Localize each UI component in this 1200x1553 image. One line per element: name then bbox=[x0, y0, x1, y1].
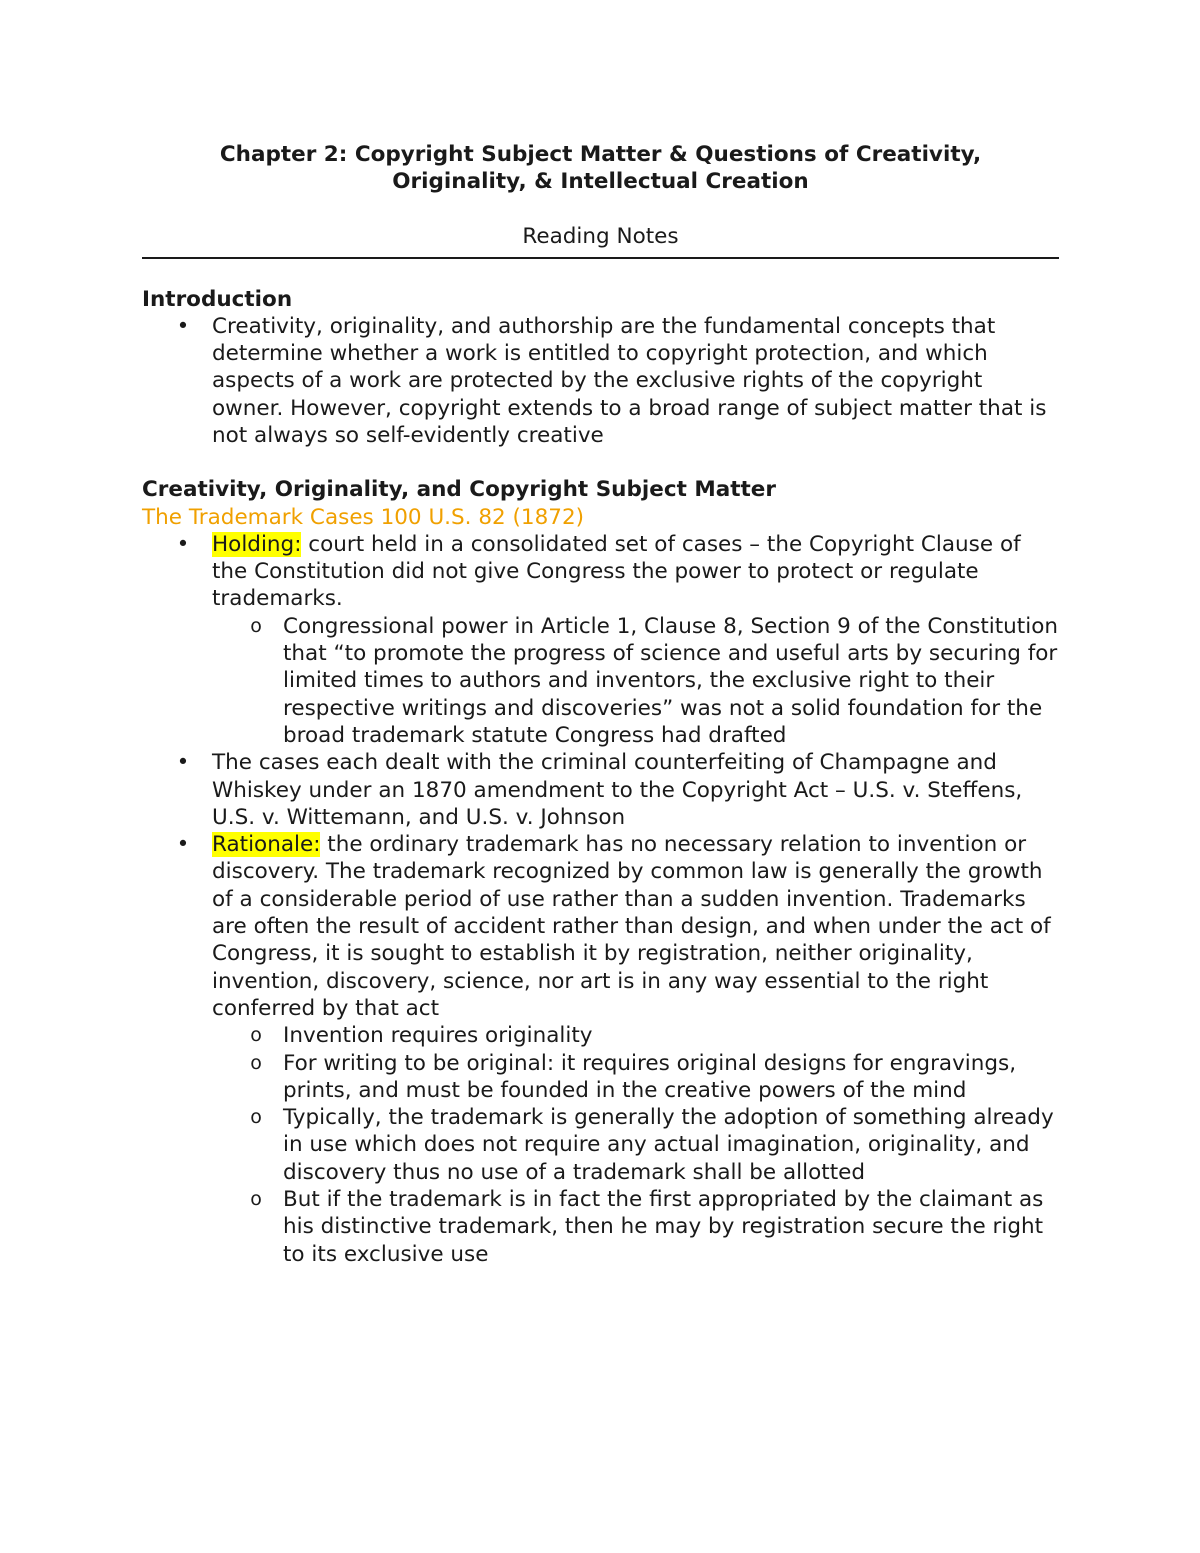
bullet-icon: • bbox=[176, 313, 190, 339]
holding-label: Holding: bbox=[212, 531, 302, 557]
list-item bbox=[212, 1104, 1059, 1186]
sub-bullet-icon: o bbox=[250, 1024, 262, 1047]
list-item bbox=[142, 831, 1059, 1268]
rationale-sub-text: Invention requires originality bbox=[283, 1023, 593, 1049]
rationale-sub-text: For writing to be original: it requires original designs for engravings, prints, and must be founded in the creative powers of the mind bbox=[283, 1050, 1017, 1103]
list-item bbox=[212, 1022, 1059, 1049]
bullet-icon: • bbox=[176, 832, 190, 858]
rationale-text: the ordinary trademark has no necessary relation to invention or discovery. The trademark recognized by common law is generally the growth of a considerable period of use rather than a sudden invention. Trademarks are often the result of accident rather than design, and when under the act of Congress, it is sought to establish it by registration, neither originality, invention, discovery, science, nor art is in any way essential to the right conferred by that act bbox=[212, 832, 1051, 1021]
sub-bullet-icon: o bbox=[250, 614, 262, 637]
sub-bullet-icon: o bbox=[250, 1051, 262, 1074]
section-heading-introduction: Introduction bbox=[142, 286, 293, 312]
intro-bullet-list bbox=[142, 313, 1059, 449]
title-line-1: Chapter 2: Copyright Subject Matter & Questions of Creativity, bbox=[219, 142, 982, 167]
list-item bbox=[142, 531, 1059, 749]
rationale-label: Rationale: bbox=[212, 832, 321, 858]
rationale-sub-list bbox=[212, 1022, 1059, 1268]
case-title-link[interactable]: The Trademark Cases 100 U.S. 82 (1872) bbox=[142, 504, 585, 530]
list-item bbox=[142, 749, 1059, 831]
section-heading-creativity: Creativity, Originality, and Copyright Subject Matter bbox=[142, 477, 776, 503]
bullet-icon: • bbox=[176, 750, 190, 776]
document-title bbox=[142, 142, 1059, 195]
list-item bbox=[212, 1186, 1059, 1268]
cases-text: The cases each dealt with the criminal counterfeiting of Champagne and Whiskey under an 1870 amendment to the Copyright Act – U.S. v. Steffens, U.S. v. Wittemann, and U.S. v. Johnson bbox=[212, 750, 1023, 830]
holding-sub-list bbox=[212, 613, 1059, 749]
bullet-icon: • bbox=[176, 531, 190, 557]
title-line-2: Originality, & Intellectual Creation bbox=[392, 168, 809, 194]
page-content bbox=[142, 142, 1059, 1268]
sub-bullet-icon: o bbox=[250, 1188, 262, 1210]
title-divider bbox=[142, 257, 1059, 259]
spacer bbox=[142, 449, 1059, 476]
rationale-sub-text: Typically, the trademark is generally the adoption of something already in use which does not require any actual imagination, originality, and discovery thus no use of a trademark shall be allotted bbox=[283, 1105, 1054, 1185]
holding-text: court held in a consolidated set of cases – the Copyright Clause of the Constitution did not give Congress the power to protect or regulate trademarks. bbox=[212, 531, 1021, 612]
sub-bullet-icon: o bbox=[250, 1106, 262, 1129]
list-item bbox=[212, 1050, 1059, 1105]
holding-sub-text: Congressional power in Article 1, Clause 8, Section 9 of the Constitution that “to promote the progress of science and useful arts by securing for limited times to authors and inventors, the exclusive right to their respective writings and discoveries” was not a solid foundation for the broad trademark statute Congress had drafted bbox=[283, 613, 1058, 748]
list-item bbox=[212, 613, 1059, 749]
list-item bbox=[142, 313, 1059, 449]
rationale-sub-text: But if the trademark is in fact the first appropriated by the claimant as his distinctive trademark, then he may by registration secure the right to its exclusive use bbox=[283, 1187, 1044, 1267]
case-bullet-list bbox=[142, 531, 1059, 1268]
intro-bullet-text: Creativity, originality, and authorship are the fundamental concepts that determine whether a work is entitled to copyright protection, and which aspects of a work are protected by the exclusive rights of the copyright owner. However, copyright extends to a broad range of subject matter that is not always so self-evidently creative bbox=[212, 313, 1047, 448]
document-subtitle: Reading Notes bbox=[522, 224, 679, 249]
